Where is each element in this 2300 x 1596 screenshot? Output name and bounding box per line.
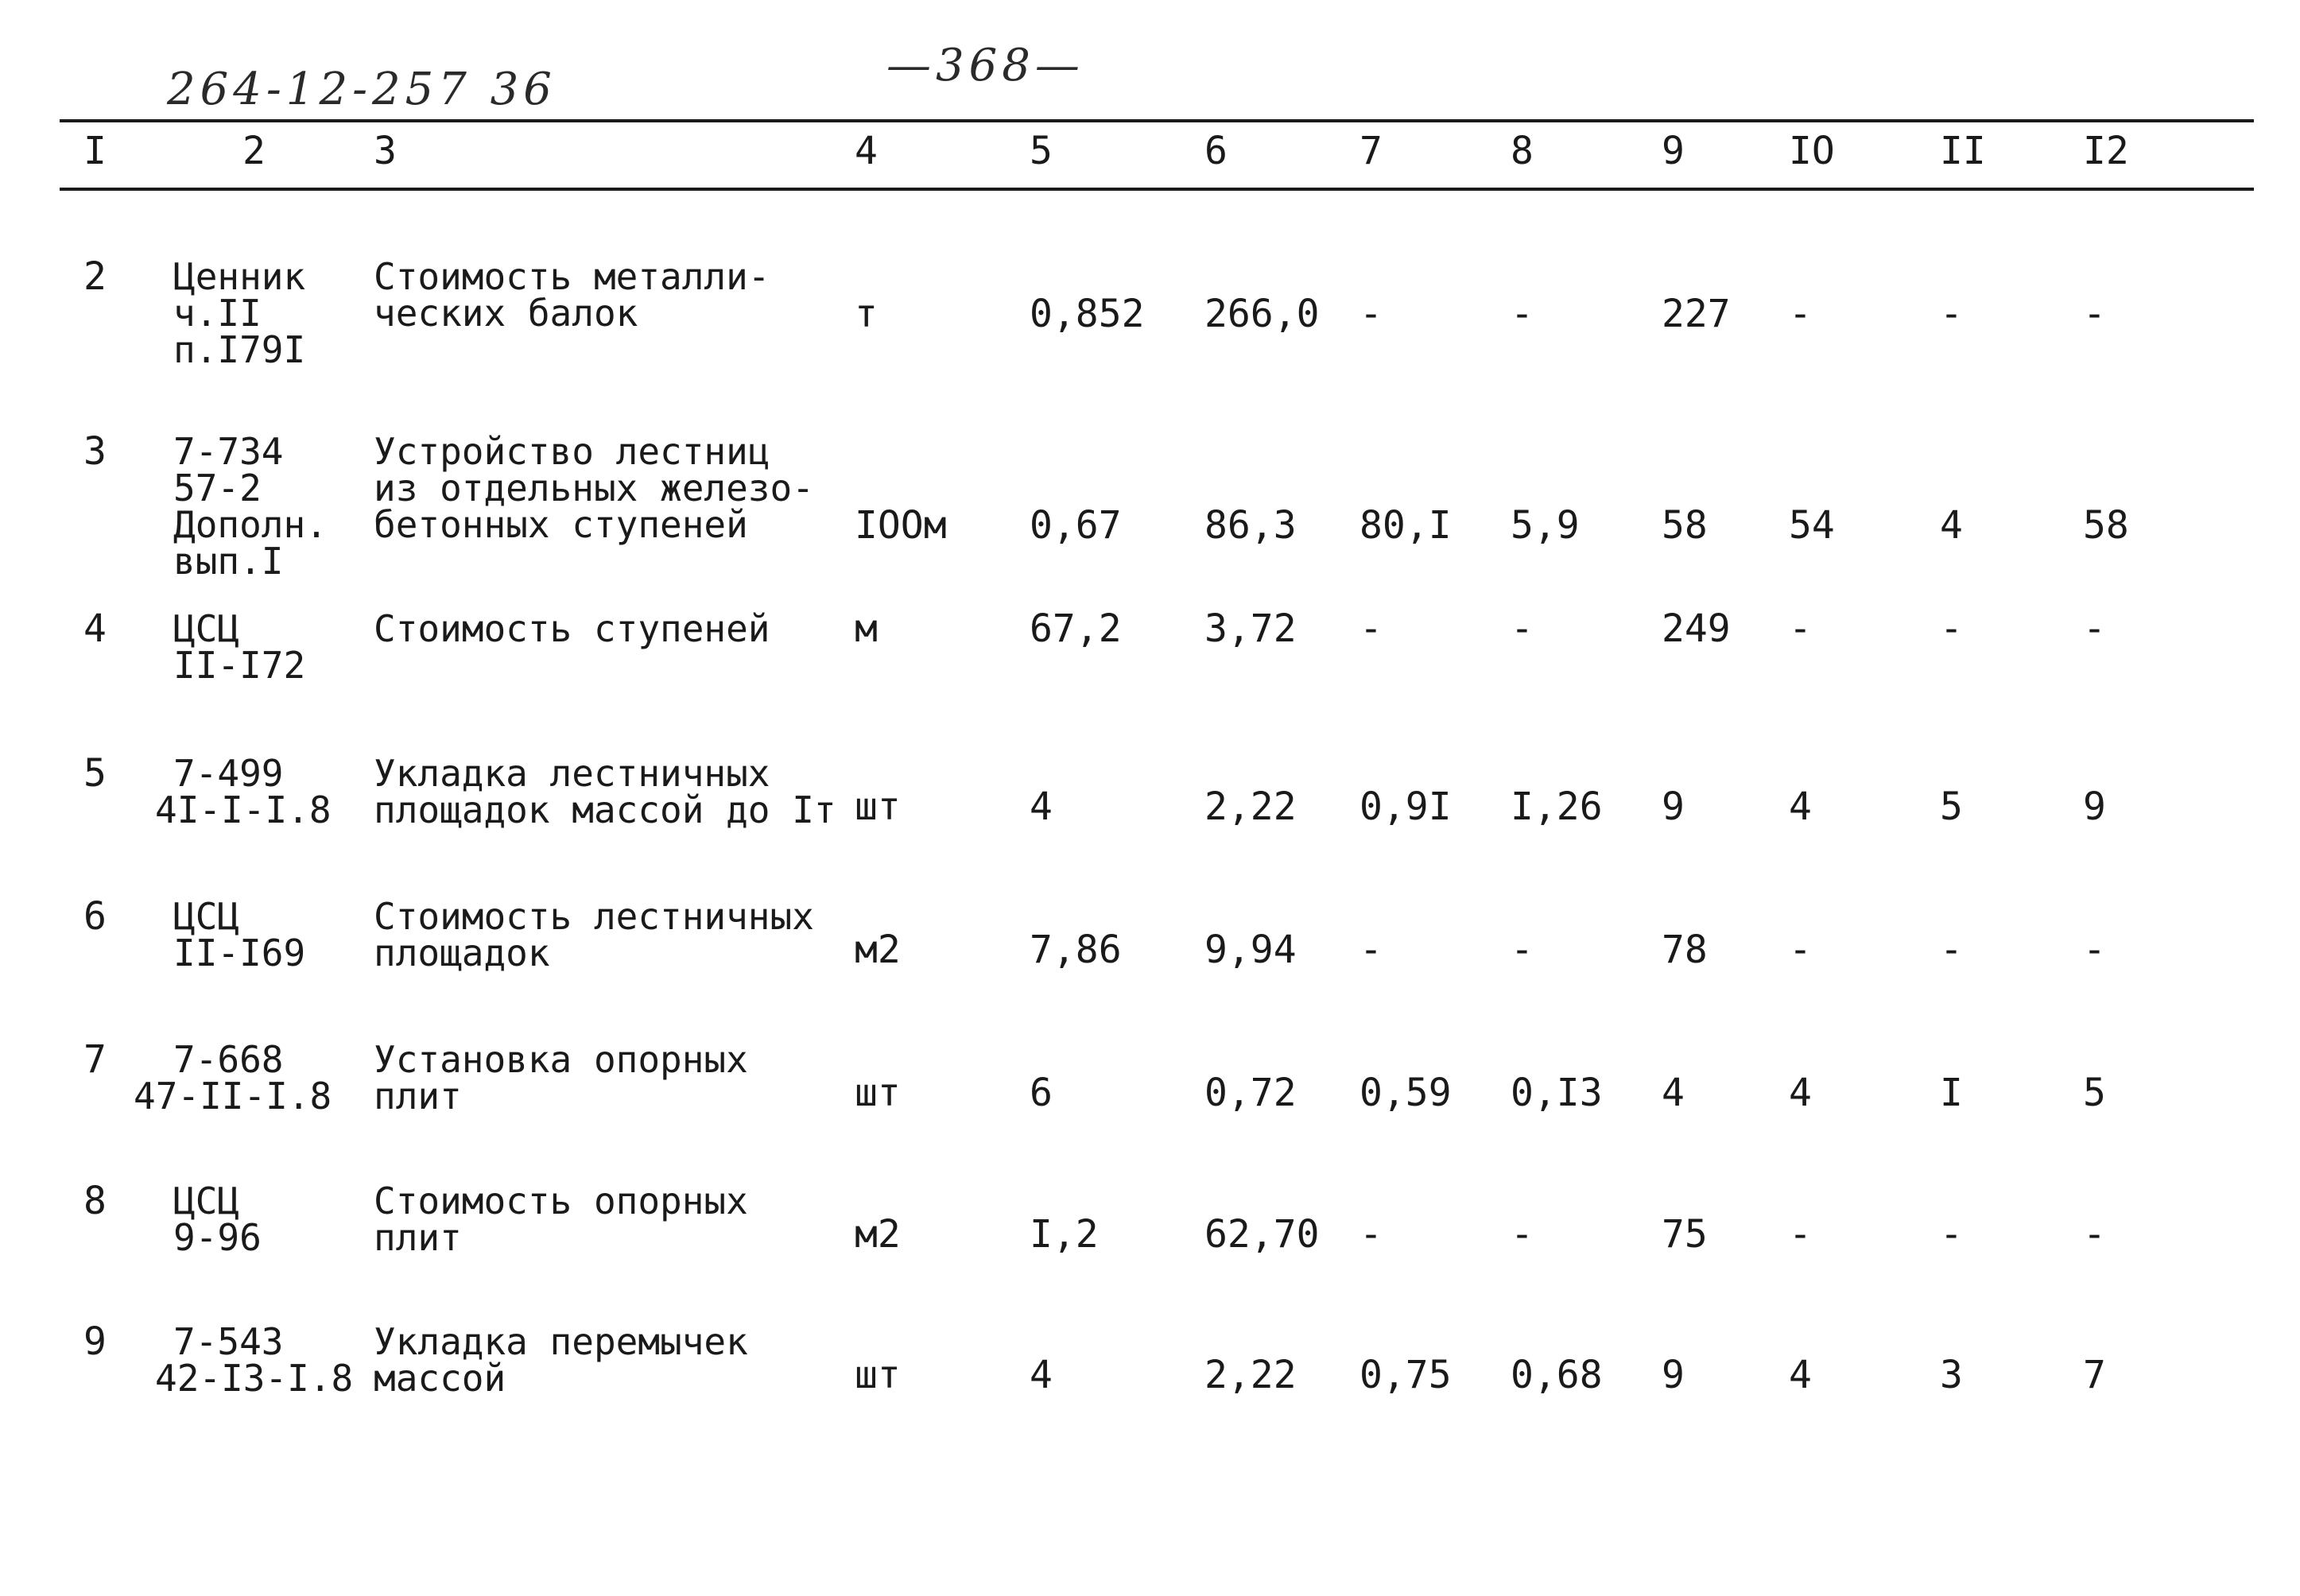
cell-c6: 266,0 bbox=[1204, 292, 1320, 336]
cell-c8: - bbox=[1511, 1212, 1534, 1257]
norm-code-line: 7-499 bbox=[173, 752, 284, 795]
header-bottom-rule bbox=[60, 188, 2254, 191]
norm-code-line: 9-96 bbox=[173, 1216, 262, 1259]
row-number: 6 bbox=[83, 894, 107, 939]
cell-c7: - bbox=[1359, 606, 1383, 651]
cell-c10: 54 bbox=[1789, 503, 1835, 548]
cell-c11: 4 bbox=[1940, 503, 1963, 548]
work-name-line: площадок массой до Iт bbox=[374, 788, 836, 831]
norm-code-line: п.I79I bbox=[173, 328, 306, 371]
cell-c10: - bbox=[1789, 606, 1812, 651]
norm-code-line: 7-668 bbox=[173, 1038, 284, 1081]
cell-c6: 2,22 bbox=[1204, 1353, 1297, 1397]
cell-c9: 58 bbox=[1662, 503, 1708, 548]
cell-c9: 78 bbox=[1662, 928, 1708, 972]
norm-code-line: 7-543 bbox=[173, 1320, 284, 1363]
cell-c6: 86,3 bbox=[1204, 503, 1297, 548]
cell-c9: 9 bbox=[1662, 784, 1685, 829]
cell-unit: т bbox=[855, 292, 878, 336]
cell-c10: 4 bbox=[1789, 784, 1812, 829]
cell-c8: 0,68 bbox=[1511, 1353, 1603, 1397]
row-number: 5 bbox=[83, 751, 107, 796]
cell-unit: м2 bbox=[855, 928, 901, 972]
header-col-9: 9 bbox=[1662, 129, 1685, 173]
header-col-4: 4 bbox=[855, 129, 878, 173]
cell-c8: - bbox=[1511, 606, 1534, 651]
header-col-5: 5 bbox=[1030, 129, 1053, 173]
row-number: 4 bbox=[83, 606, 107, 651]
work-name-line: Стоимость металли- bbox=[374, 255, 770, 298]
work-name-line: плит bbox=[374, 1075, 462, 1118]
work-name-line: Установка опорных bbox=[374, 1038, 748, 1081]
row-number: 3 bbox=[83, 429, 107, 474]
cell-unit: шт bbox=[855, 784, 901, 829]
page-number: —368— bbox=[886, 40, 1084, 91]
cell-c5: 0,852 bbox=[1030, 292, 1145, 336]
row-number: 2 bbox=[83, 254, 107, 299]
cell-c7: - bbox=[1359, 928, 1383, 972]
cell-c10: 4 bbox=[1789, 1071, 1812, 1115]
cell-c9: 9 bbox=[1662, 1353, 1685, 1397]
cell-c9: 75 bbox=[1662, 1212, 1708, 1257]
cell-c8: 5,9 bbox=[1511, 503, 1580, 548]
cell-c5: 0,67 bbox=[1030, 503, 1122, 548]
row-number: 9 bbox=[83, 1319, 107, 1364]
cell-c10: 4 bbox=[1789, 1353, 1812, 1397]
header-col-10: IO bbox=[1789, 129, 1835, 173]
cell-c11: - bbox=[1940, 292, 1963, 336]
cell-unit: м bbox=[855, 606, 878, 651]
cell-c10: - bbox=[1789, 1212, 1812, 1257]
norm-code-line: Дополн. bbox=[173, 503, 328, 546]
cell-c9: 227 bbox=[1662, 292, 1731, 336]
cell-unit: м2 bbox=[855, 1212, 901, 1257]
cell-c7: - bbox=[1359, 292, 1383, 336]
cell-c12: 9 bbox=[2083, 784, 2106, 829]
header-col-11: II bbox=[1940, 129, 1986, 173]
cell-c11: 3 bbox=[1940, 1353, 1963, 1397]
row-number: 7 bbox=[83, 1037, 107, 1082]
norm-code-line: II-I69 bbox=[173, 932, 306, 974]
header-col-7: 7 bbox=[1359, 129, 1383, 173]
norm-code-line: II-I72 bbox=[173, 644, 306, 687]
cell-c6: 2,22 bbox=[1204, 784, 1297, 829]
cell-c7: 80,I bbox=[1359, 503, 1452, 548]
cell-unit: шт bbox=[855, 1353, 901, 1397]
cell-c12: 7 bbox=[2083, 1353, 2106, 1397]
work-name-line: Стоимость лестничных bbox=[374, 895, 814, 938]
cell-c8: I,26 bbox=[1511, 784, 1603, 829]
cell-c12: 5 bbox=[2083, 1071, 2106, 1115]
cell-c11: 5 bbox=[1940, 784, 1963, 829]
work-name-line: Устройство лестниц bbox=[374, 430, 770, 473]
cell-c11: I bbox=[1940, 1071, 1963, 1115]
cell-c11: - bbox=[1940, 928, 1963, 972]
norm-code-line: вып.I bbox=[173, 540, 284, 583]
work-name-line: плит bbox=[374, 1216, 462, 1259]
cell-c12: - bbox=[2083, 1212, 2106, 1257]
work-name-line: площадок bbox=[374, 932, 550, 974]
cell-c6: 3,72 bbox=[1204, 606, 1297, 651]
cell-c5: 7,86 bbox=[1030, 928, 1122, 972]
cell-c5: 4 bbox=[1030, 1353, 1053, 1397]
cell-c5: 6 bbox=[1030, 1071, 1053, 1115]
table-top-rule bbox=[60, 119, 2254, 122]
work-name-line: Стоимость ступеней bbox=[374, 607, 770, 650]
cell-c12: - bbox=[2083, 606, 2106, 651]
cell-c10: - bbox=[1789, 292, 1812, 336]
norm-code-line: ЦСЦ bbox=[173, 895, 240, 938]
header-col-8: 8 bbox=[1511, 129, 1534, 173]
header-col-2: 2 bbox=[242, 129, 266, 173]
cell-c5: 4 bbox=[1030, 784, 1053, 829]
norm-code-line: 47-II-I.8 bbox=[134, 1075, 332, 1118]
header-col-3: 3 bbox=[374, 129, 397, 173]
cell-c7: 0,75 bbox=[1359, 1353, 1452, 1397]
cell-c8: - bbox=[1511, 928, 1534, 972]
work-name-line: бетонных ступеней bbox=[374, 503, 748, 546]
work-name-line: ческих балок bbox=[374, 292, 638, 335]
cell-c12: - bbox=[2083, 292, 2106, 336]
cell-c7: - bbox=[1359, 1212, 1383, 1257]
cell-c12: 58 bbox=[2083, 503, 2129, 548]
cell-unit: шт bbox=[855, 1071, 901, 1115]
cell-c12: - bbox=[2083, 928, 2106, 972]
cell-c7: 0,59 bbox=[1359, 1071, 1452, 1115]
cell-c6: 0,72 bbox=[1204, 1071, 1297, 1115]
cell-c6: 62,70 bbox=[1204, 1212, 1320, 1257]
cell-c10: - bbox=[1789, 928, 1812, 972]
norm-code-line: ч.II bbox=[173, 292, 262, 335]
norm-code-line: 4I-I-I.8 bbox=[155, 788, 332, 831]
cell-c6: 9,94 bbox=[1204, 928, 1297, 972]
cell-c8: 0,I3 bbox=[1511, 1071, 1603, 1115]
norm-code-line: 57-2 bbox=[173, 467, 262, 509]
header-col-1: I bbox=[83, 129, 107, 173]
cell-c9: 4 bbox=[1662, 1071, 1685, 1115]
norm-code-line: 42-I3-I.8 bbox=[155, 1357, 354, 1400]
norm-code-line: 7-734 bbox=[173, 430, 284, 473]
work-name-line: Стоимость опорных bbox=[374, 1180, 748, 1222]
cell-c11: - bbox=[1940, 606, 1963, 651]
norm-code-line: ЦСЦ bbox=[173, 607, 240, 650]
work-name-line: Укладка лестничных bbox=[374, 752, 770, 795]
work-name-line: массой bbox=[374, 1357, 506, 1400]
cell-c8: - bbox=[1511, 292, 1534, 336]
header-col-12: I2 bbox=[2083, 129, 2129, 173]
row-number: 8 bbox=[83, 1179, 107, 1223]
header-col-6: 6 bbox=[1204, 129, 1228, 173]
cell-c5: 67,2 bbox=[1030, 606, 1122, 651]
work-name-line: из отдельных железо- bbox=[374, 467, 814, 509]
cell-unit: IOOм bbox=[855, 503, 947, 548]
norm-code-line: Ценник bbox=[173, 255, 306, 298]
norm-code-line: ЦСЦ bbox=[173, 1180, 240, 1222]
work-name-line: Укладка перемычек bbox=[374, 1320, 748, 1363]
cell-c5: I,2 bbox=[1030, 1212, 1099, 1257]
document-code: 264-12-257 36 bbox=[167, 64, 557, 115]
cell-c11: - bbox=[1940, 1212, 1963, 1257]
cell-c9: 249 bbox=[1662, 606, 1731, 651]
cell-c7: 0,9I bbox=[1359, 784, 1452, 829]
